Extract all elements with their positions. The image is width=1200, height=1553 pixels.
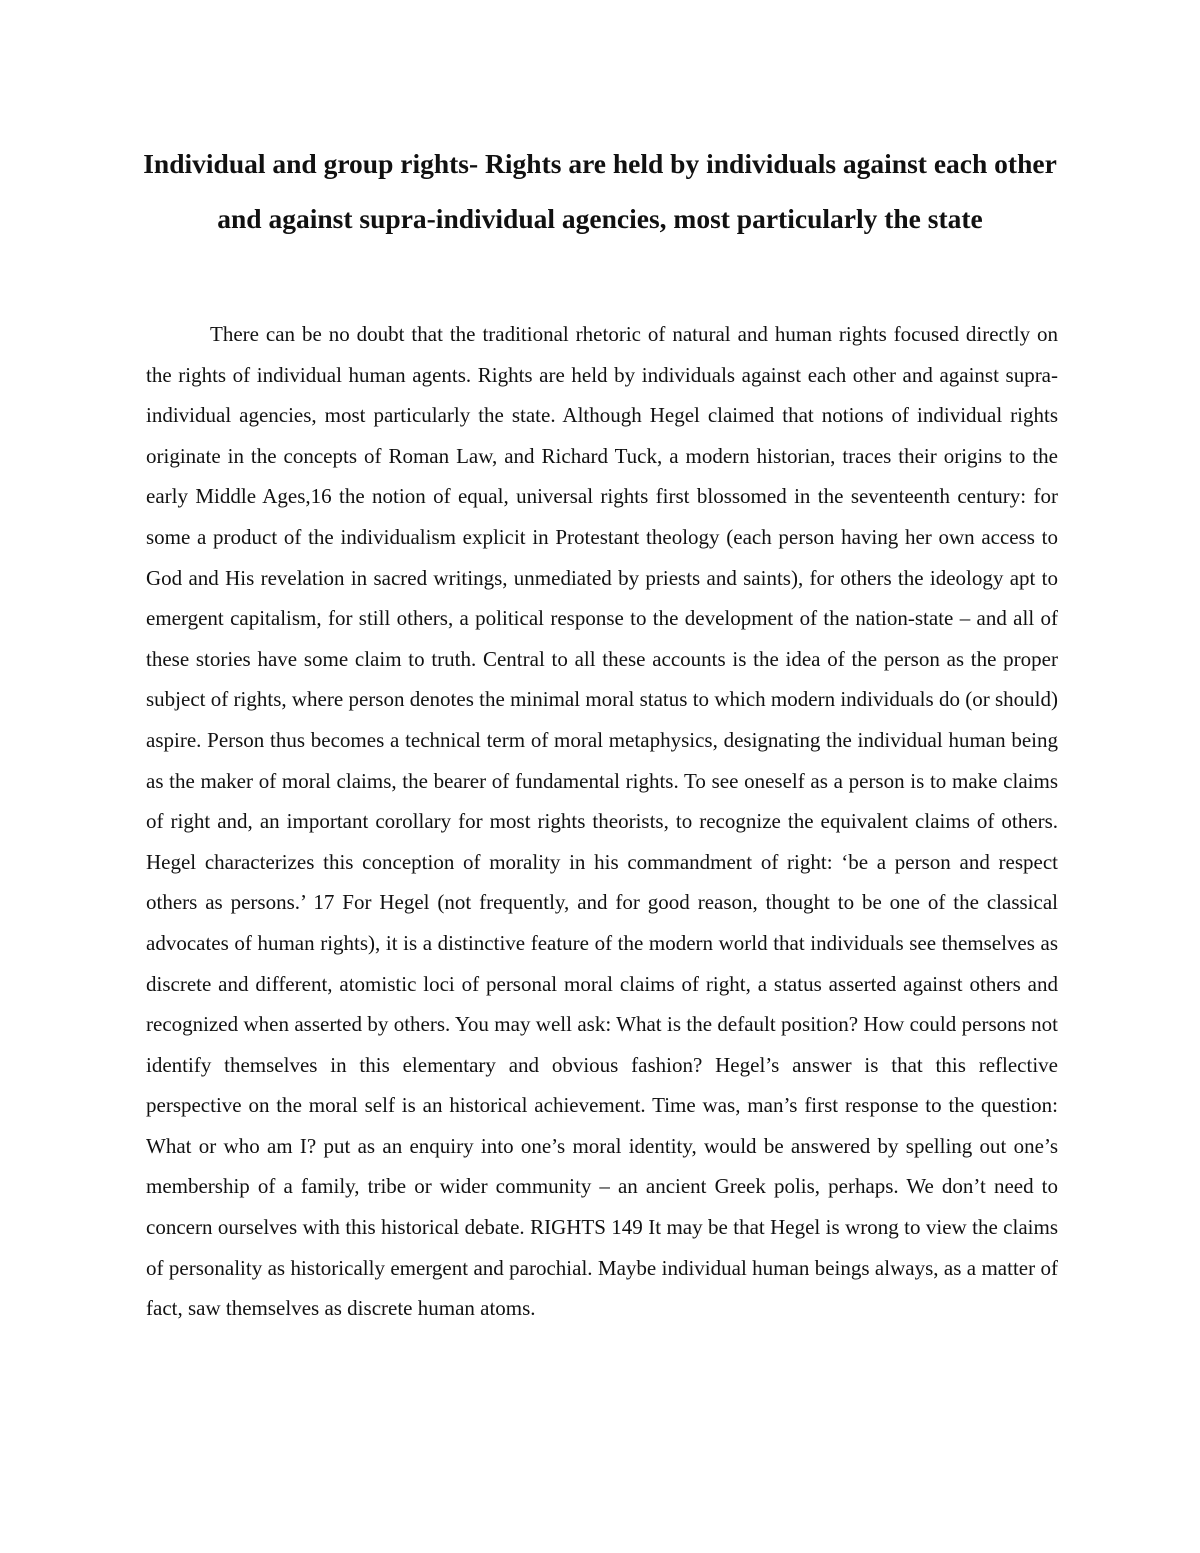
document-title: Individual and group rights- Rights are held by individuals against each other and against supra-individual agencies, most particularly the state	[143, 148, 1057, 234]
body-paragraph: There can be no doubt that the traditional rhetoric of natural and human rights focused directly on the rights of individual human agents. Rights are held by individuals against each other and against supra-individual agencies, most particularly the state. Although Hegel claimed that notions of individual rights originate in the concepts of Roman Law, and Richard Tuck, a modern historian, traces their origins to the early Middle Ages,16 the notion of equal, universal rights first blossomed in the seventeenth century: for some a product of the individualism explicit in Protestant theology (each person having her own access to God and His revelation in sacred writings, unmediated by priests and saints), for others the ideology apt to emergent capitalism, for still others, a political response to the development of the nation-state – and all of these stories have some claim to truth. Central to all these accounts is the idea of the person as the proper subject of rights, where person denotes the minimal moral status to which modern individuals do (or should) aspire. Person thus becomes a technical term of moral metaphysics, designating the individual human being as the maker of moral claims, the bearer of fundamental rights. To see oneself as a person is to make claims of right and, an important corollary for most rights theorists, to recognize the equivalent claims of others. Hegel characterizes this conception of morality in his commandment of right: ‘be a person and respect others as persons.’ 17 For Hegel (not frequently, and for good reason, thought to be one of the classical advocates of human rights), it is a distinctive feature of the modern world that individuals see themselves as discrete and different, atomistic loci of personal moral claims of right, a status asserted against others and recognized when asserted by others. You may well ask: What is the default position? How could persons not identify themselves in this elementary and obvious fashion? Hegel’s answer is that this reflective perspective on the moral self is an historical achievement. Time was, man’s first response to the question: What or who am I? put as an enquiry into one’s moral identity, would be answered by spelling out one’s membership of a family, tribe or wider community – an ancient Greek polis, perhaps. We don’t need to concern ourselves with this historical debate. RIGHTS 149 It may be that Hegel is wrong to view the claims of personality as historically emergent and parochial. Maybe individual human beings always, as a matter of fact, saw themselves as discrete human atoms.	[146, 322, 1058, 1321]
